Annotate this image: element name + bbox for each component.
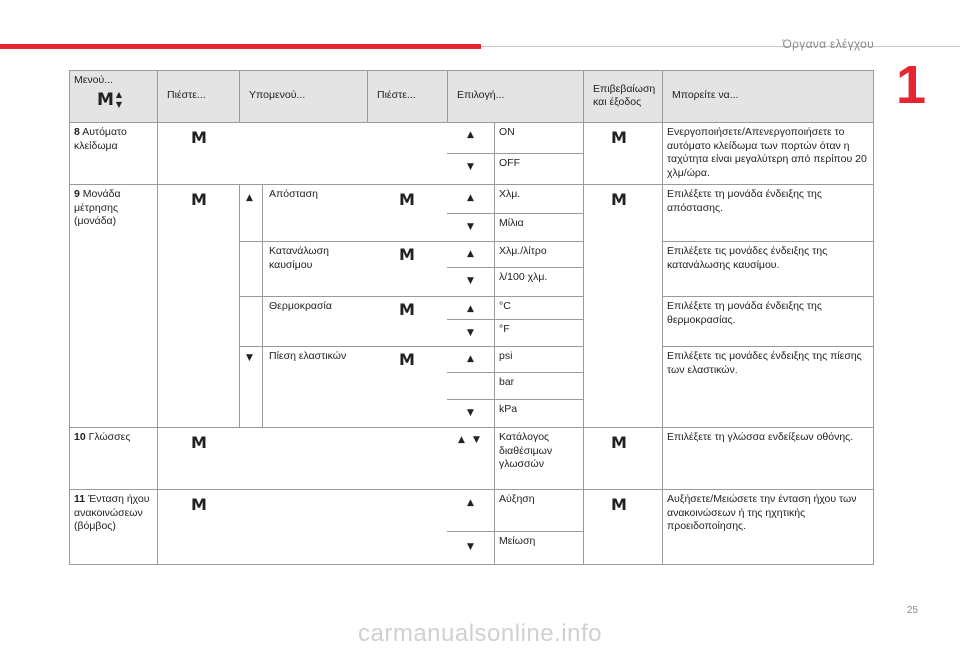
arrow-down-icon: ▼ <box>246 353 253 363</box>
m-button-icon: M <box>611 433 627 452</box>
grid-line <box>662 70 663 565</box>
grid-line <box>662 241 874 242</box>
menu-grid <box>69 70 873 565</box>
grid-line <box>447 70 448 123</box>
row-description: Επιλέξετε τη γλώσσα ενδείξεων οθόνης. <box>667 431 854 443</box>
row-description: Επιλέξετε τις μονάδες ένδειξης της πίεσης των ελαστικών. <box>667 350 862 376</box>
choice-languages: Κατάλογος διαθέσιμων γλωσσών <box>499 431 553 470</box>
arrow-down-icon: ▼ <box>473 435 480 445</box>
m-button-icon: M <box>191 190 207 209</box>
arrow-up-icon: ▲ <box>467 193 474 203</box>
col-press-2: Πιέστε... <box>367 70 447 122</box>
arrow-up-icon: ▲ <box>467 498 474 508</box>
choice-kml: Χλμ./λίτρο <box>499 245 547 257</box>
grid-line <box>239 70 240 123</box>
m-button-icon: M <box>611 495 627 514</box>
arrow-up-icon: ▲ <box>467 249 474 259</box>
col-press-1: Πιέστε... <box>157 70 239 122</box>
grid-line <box>447 531 584 532</box>
row-label: 11 Ένταση ήχου ανακοινώσεων (βόμβος) <box>74 493 150 532</box>
submenu-temperature: Θερμοκρασία <box>269 300 332 312</box>
grid-line <box>367 70 368 123</box>
col-choice: Επιλογή... <box>447 70 583 122</box>
choice-psi: psi <box>499 350 513 362</box>
section-title: Όργανα ελέγχου <box>782 37 874 51</box>
grid-line <box>69 70 70 565</box>
grid-line <box>447 153 584 154</box>
row-description: Επιλέξετε τις μονάδες ένδειξης της κατανάλωσης καυσίμου. <box>667 245 828 271</box>
row-label: 10 Γλώσσες <box>74 431 131 443</box>
grid-line <box>447 319 584 320</box>
col-can: Μπορείτε να... <box>662 70 873 122</box>
row-description: Επιλέξετε τη μονάδα ένδειξης της θερμοκρασίας. <box>667 300 822 326</box>
grid-line <box>69 184 874 185</box>
choice-miles: Μίλια <box>499 217 524 229</box>
arrow-down-icon: ▼ <box>467 222 474 232</box>
choice-kpa: kPa <box>499 403 518 415</box>
grid-line <box>447 372 584 373</box>
m-button-icon: M <box>611 128 627 147</box>
choice-increase: Αύξηση <box>499 493 535 505</box>
watermark: carmanualsonline.info <box>358 620 602 647</box>
choice-off: OFF <box>499 157 520 169</box>
col-submenu: Υπομενού... <box>239 70 367 122</box>
choice-on: ON <box>499 126 515 138</box>
m-button-icon: M <box>399 245 415 264</box>
header-red-bar <box>0 44 481 49</box>
arrow-down-icon: ▼ <box>467 408 474 418</box>
row-description: Επιλέξετε τη μονάδα ένδειξης της απόστασης. <box>667 188 822 214</box>
col-menu: Μενού... <box>69 70 157 122</box>
grid-line <box>262 184 263 428</box>
row-label: 9 Μονάδα μέτρησης (μονάδα) <box>74 188 121 227</box>
arrow-up-icon: ▲ <box>246 193 253 203</box>
submenu-consumption: Κατανάλωση καυσίμου <box>269 245 329 271</box>
row-description: Ενεργοποιήσετε/Απενεργοποιήσετε το αυτόματο κλείδωμα των πορτών όταν η ταχύτητα είναι μεγαλύτερη από περίπου 20 χλμ/ώρα. <box>667 126 867 179</box>
grid-line <box>239 346 584 347</box>
row-description: Αυξήσετε/Μειώσετε την ένταση ήχου των ανακοινώσεων ή της ηχητικής προειδοποίησης. <box>667 493 857 532</box>
arrow-up-icon: ▲ <box>467 304 474 314</box>
grid-line <box>494 122 495 565</box>
choice-bar: bar <box>499 376 515 388</box>
grid-line <box>239 241 584 242</box>
choice-fahrenheit: °F <box>499 323 510 335</box>
m-button-icon: M <box>399 300 415 319</box>
grid-line <box>447 267 584 268</box>
submenu-distance: Απόσταση <box>269 188 318 200</box>
grid-line <box>662 346 874 347</box>
m-button-icon: M <box>191 433 207 452</box>
grid-line <box>69 122 874 123</box>
choice-km: Χλμ. <box>499 188 521 200</box>
chapter-number: 1 <box>896 55 927 115</box>
arrow-up-icon: ▲ <box>467 354 474 364</box>
submenu-pressure: Πίεση ελαστικών <box>269 350 347 362</box>
grid-line <box>157 70 158 565</box>
choice-l100: λ/100 χλμ. <box>499 271 548 283</box>
menu-updown-icon: M ▲ ▼ <box>97 90 123 110</box>
m-button-icon: M <box>611 190 627 209</box>
arrow-down-icon: ▼ <box>467 328 474 338</box>
arrow-up-icon: ▲ <box>467 130 474 140</box>
grid-line <box>69 489 874 490</box>
row-label: 8 Αυτόματο κλείδωμα <box>74 126 127 152</box>
grid-line <box>69 427 874 428</box>
page-number: 25 <box>906 605 918 616</box>
grid-line <box>662 296 874 297</box>
choice-celsius: °C <box>499 300 511 312</box>
choice-decrease: Μείωση <box>499 535 536 547</box>
grid-line <box>447 213 584 214</box>
grid-line <box>239 296 584 297</box>
m-button-icon: M <box>399 350 415 369</box>
col-confirm: Επιβεβαίωση και έξοδος <box>583 70 662 122</box>
grid-line <box>69 70 874 71</box>
arrow-down-icon: ▼ <box>467 542 474 552</box>
arrow-down-icon: ▼ <box>467 276 474 286</box>
grid-line <box>447 399 584 400</box>
m-button-icon: M <box>191 128 207 147</box>
grid-line <box>69 564 874 565</box>
arrow-up-icon: ▲ <box>458 435 465 445</box>
arrow-down-icon: ▼ <box>467 162 474 172</box>
grid-line <box>873 70 874 565</box>
header-rule <box>481 46 960 47</box>
m-button-icon: M <box>399 190 415 209</box>
m-button-icon: M <box>191 495 207 514</box>
grid-line <box>583 70 584 565</box>
grid-line <box>239 184 240 428</box>
